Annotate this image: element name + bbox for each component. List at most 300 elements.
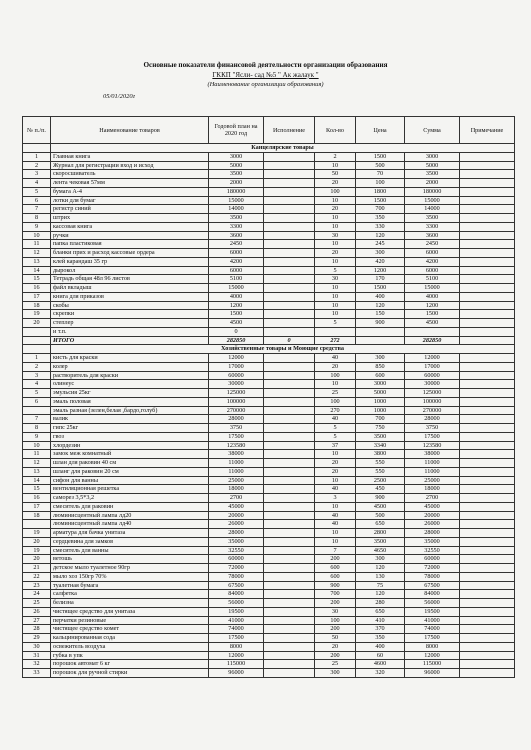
table-cell: шлан для раковин 40 см: [51, 459, 209, 468]
table-cell: [460, 240, 515, 249]
table-cell: перчатки резиновые: [51, 616, 209, 625]
table-cell: 41000: [209, 616, 264, 625]
table-cell: 30: [315, 607, 356, 616]
table-cell: бумага А-4: [51, 187, 209, 196]
table-cell: 4200: [209, 257, 264, 266]
table-cell: детское мыло туалетное 90гр: [51, 564, 209, 573]
table-cell: [264, 651, 315, 660]
table-cell: 3000: [405, 152, 460, 161]
table-cell: 10: [315, 214, 356, 223]
table-cell: 5100: [209, 275, 264, 284]
table-cell: 60: [356, 651, 405, 660]
table-cell: чистящее средство комет: [51, 625, 209, 634]
table-row: [23, 581, 515, 590]
table-cell: 1500: [356, 152, 405, 161]
table-cell: 850: [356, 362, 405, 371]
table-cell: [405, 327, 460, 336]
table-cell: [356, 327, 405, 336]
table-cell: 900: [356, 494, 405, 503]
table-cell: 30: [23, 642, 51, 651]
table-cell: [264, 555, 315, 564]
table-cell: [460, 546, 515, 555]
table-cell: 123580: [405, 441, 460, 450]
table-cell: [264, 205, 315, 214]
table-cell: 10: [315, 301, 356, 310]
table-cell: 12: [23, 459, 51, 468]
table-row: [23, 572, 515, 581]
table-cell: 1500: [405, 310, 460, 319]
table-row: [23, 511, 515, 520]
table-cell: [460, 669, 515, 678]
table-row: [23, 607, 515, 616]
table-cell: [264, 450, 315, 459]
table-cell: 270000: [405, 406, 460, 415]
table-row: [23, 642, 515, 651]
table-cell: [460, 231, 515, 240]
table-cell: 3: [23, 371, 51, 380]
table-cell: 282850: [209, 336, 264, 345]
table-cell: 650: [356, 607, 405, 616]
table-cell: лента чековая 57мм: [51, 179, 209, 188]
table-row: [23, 450, 515, 459]
table-cell: колер: [51, 362, 209, 371]
table-cell: 10: [315, 196, 356, 205]
table-cell: эмульсия 25кг: [51, 389, 209, 398]
table-cell: степлер: [51, 319, 209, 328]
table-cell: 200: [315, 625, 356, 634]
table-cell: 4000: [209, 292, 264, 301]
table-cell: 14000: [209, 205, 264, 214]
table-cell: 123580: [209, 441, 264, 450]
table-cell: [460, 161, 515, 170]
table-cell: [460, 187, 515, 196]
table-cell: [264, 319, 315, 328]
table-cell: 1500: [209, 310, 264, 319]
table-cell: [264, 467, 315, 476]
table-cell: 28000: [405, 529, 460, 538]
table-cell: [264, 292, 315, 301]
table-cell: 3300: [209, 222, 264, 231]
table-cell: 200: [315, 555, 356, 564]
table-cell: [460, 205, 515, 214]
table-cell: 20: [315, 249, 356, 258]
table-row: [23, 660, 515, 669]
table-cell: 900: [356, 319, 405, 328]
table-cell: 125000: [405, 389, 460, 398]
table-cell: 22: [23, 572, 51, 581]
table-cell: туалетная бумага: [51, 581, 209, 590]
table-cell: 17500: [209, 634, 264, 643]
table-cell: 5: [23, 389, 51, 398]
table-cell: 30000: [405, 380, 460, 389]
table-cell: скобы: [51, 301, 209, 310]
table-cell: 10: [315, 257, 356, 266]
table-cell: [460, 660, 515, 669]
table-cell: 1500: [356, 196, 405, 205]
table-cell: [264, 284, 315, 293]
table-cell: 180000: [209, 187, 264, 196]
table-cell: 60000: [209, 555, 264, 564]
table-cell: 700: [315, 590, 356, 599]
table-cell: 3000: [209, 152, 264, 161]
table-cell: 7: [315, 546, 356, 555]
table-cell: [264, 607, 315, 616]
table-cell: 10: [315, 292, 356, 301]
table-cell: 5: [315, 319, 356, 328]
table-cell: 20: [315, 642, 356, 651]
table-cell: 5: [315, 432, 356, 441]
table-cell: [460, 651, 515, 660]
table-cell: 17500: [405, 634, 460, 643]
table-cell: [264, 441, 315, 450]
table-cell: [460, 634, 515, 643]
table-cell: [460, 249, 515, 258]
table-row: [23, 152, 515, 161]
table-cell: [23, 345, 51, 354]
table-cell: 28000: [209, 415, 264, 424]
table-cell: 150: [356, 310, 405, 319]
table-cell: [264, 581, 315, 590]
table-cell: 67500: [209, 581, 264, 590]
table-row: [23, 634, 515, 643]
table-cell: 4500: [356, 502, 405, 511]
table-row: [23, 389, 515, 398]
table-cell: 4200: [405, 257, 460, 266]
table-cell: 75: [356, 581, 405, 590]
table-cell: 20: [23, 555, 51, 564]
table-cell: 550: [356, 459, 405, 468]
table-cell: 56000: [405, 599, 460, 608]
table-cell: 11000: [405, 459, 460, 468]
table-cell: [264, 669, 315, 678]
table-cell: 1200: [356, 266, 405, 275]
table-cell: 2500: [356, 476, 405, 485]
table-cell: [264, 327, 315, 336]
table-cell: [460, 424, 515, 433]
table-cell: 37: [315, 441, 356, 450]
table-cell: 45000: [405, 502, 460, 511]
table-cell: 32550: [405, 546, 460, 555]
table-cell: 31: [23, 651, 51, 660]
table-cell: 40: [315, 520, 356, 529]
table-cell: 5100: [405, 275, 460, 284]
table-cell: 10: [23, 231, 51, 240]
table-cell: 3600: [405, 231, 460, 240]
table-cell: регистр синий: [51, 205, 209, 214]
table-row: [23, 266, 515, 275]
table-cell: 12000: [405, 354, 460, 363]
table-cell: 5: [315, 266, 356, 275]
table-cell: 15000: [209, 196, 264, 205]
table-cell: [315, 327, 356, 336]
table-cell: клей карандаш 35 гр: [51, 257, 209, 266]
table-cell: [264, 362, 315, 371]
table-cell: 21: [23, 564, 51, 573]
table-cell: [264, 599, 315, 608]
table-row: [23, 441, 515, 450]
table-cell: 2450: [405, 240, 460, 249]
table-cell: [264, 590, 315, 599]
table-cell: вентиляционная решетка: [51, 485, 209, 494]
table-cell: 12000: [209, 651, 264, 660]
table-cell: 8: [23, 214, 51, 223]
column-header: Годовой план на 2020 год: [209, 117, 264, 144]
section-header-row: [23, 345, 515, 354]
table-cell: 10: [315, 537, 356, 546]
table-cell: [460, 572, 515, 581]
table-cell: 33: [23, 669, 51, 678]
table-cell: 23: [23, 581, 51, 590]
table-row: [23, 520, 515, 529]
table-row: [23, 292, 515, 301]
table-cell: 100: [356, 179, 405, 188]
table-cell: 10: [315, 476, 356, 485]
table-cell: [264, 187, 315, 196]
table-row: [23, 459, 515, 468]
table-cell: Журнал для регистрации вход и исход: [51, 161, 209, 170]
table-cell: 38000: [405, 450, 460, 459]
table-cell: 13: [23, 257, 51, 266]
table-row: [23, 187, 515, 196]
table-cell: бланки прих и расход кассовые ордера: [51, 249, 209, 258]
table-cell: [264, 424, 315, 433]
table-cell: [264, 397, 315, 406]
table-cell: 3500: [405, 170, 460, 179]
table-cell: 67500: [405, 581, 460, 590]
table-cell: 38000: [209, 450, 264, 459]
table-cell: 50: [315, 634, 356, 643]
table-cell: [264, 494, 315, 503]
table-cell: 5000: [405, 161, 460, 170]
table-cell: 8000: [405, 642, 460, 651]
table-cell: 1200: [209, 301, 264, 310]
table-cell: 300: [356, 555, 405, 564]
table-cell: 2000: [405, 179, 460, 188]
table-cell: [356, 336, 405, 345]
table-cell: 60000: [405, 555, 460, 564]
table-row: [23, 214, 515, 223]
table-row: [23, 467, 515, 476]
table-cell: [264, 170, 315, 179]
table-cell: 10: [315, 380, 356, 389]
table-cell: гвоз: [51, 432, 209, 441]
table-cell: [460, 284, 515, 293]
table-cell: [264, 572, 315, 581]
table-cell: [264, 240, 315, 249]
table-cell: 56000: [209, 599, 264, 608]
table-cell: саморез 3,5*3,2: [51, 494, 209, 503]
table-cell: 20: [315, 467, 356, 476]
table-cell: 30: [315, 231, 356, 240]
table-cell: 600: [315, 564, 356, 573]
table-cell: 11000: [405, 467, 460, 476]
table-row: [23, 537, 515, 546]
table-cell: 9: [23, 432, 51, 441]
table-cell: 84000: [405, 590, 460, 599]
table-cell: 10: [315, 310, 356, 319]
table-cell: [264, 546, 315, 555]
table-cell: 600: [315, 572, 356, 581]
table-cell: 200: [315, 599, 356, 608]
table-cell: [460, 275, 515, 284]
table-cell: 3800: [356, 450, 405, 459]
table-row: [23, 546, 515, 555]
table-cell: [460, 327, 515, 336]
table-cell: 20: [315, 459, 356, 468]
column-header: Исполнение: [264, 117, 315, 144]
table-cell: 2: [23, 362, 51, 371]
table-row: [23, 555, 515, 564]
table-cell: 100: [315, 371, 356, 380]
table-cell: 120: [356, 301, 405, 310]
table-cell: 115000: [405, 660, 460, 669]
table-cell: 28000: [209, 529, 264, 538]
table-row: [23, 354, 515, 363]
organization-caption: (Наименование организации образования): [207, 81, 324, 88]
table-cell: 35000: [405, 537, 460, 546]
table-row: [23, 485, 515, 494]
table-cell: 40: [315, 485, 356, 494]
table-cell: 4000: [405, 292, 460, 301]
table-cell: лотки для бумаг: [51, 196, 209, 205]
table-cell: 60000: [209, 371, 264, 380]
table-cell: [460, 389, 515, 398]
table-cell: 300: [356, 354, 405, 363]
table-cell: 45000: [209, 502, 264, 511]
table-cell: 6000: [405, 266, 460, 275]
table-cell: 2700: [209, 494, 264, 503]
table-cell: 18000: [405, 485, 460, 494]
table-cell: [460, 292, 515, 301]
table-cell: 19: [23, 529, 51, 538]
table-cell: [460, 257, 515, 266]
table-cell: [460, 564, 515, 573]
section-header-row: [23, 144, 515, 153]
table-cell: 370: [356, 625, 405, 634]
table-row: [23, 625, 515, 634]
table-cell: 40: [315, 511, 356, 520]
table-cell: 15: [23, 275, 51, 284]
table-cell: 2450: [209, 240, 264, 249]
table-cell: [460, 222, 515, 231]
table-row: [23, 161, 515, 170]
table-cell: валик: [51, 415, 209, 424]
table-cell: 30: [315, 275, 356, 284]
table-cell: [460, 179, 515, 188]
section-title: Хозяйственные товары и Моющие средства: [51, 345, 515, 354]
table-cell: 1800: [356, 187, 405, 196]
table-cell: 270000: [209, 406, 264, 415]
table-cell: 19: [23, 546, 51, 555]
table-cell: 282850: [405, 336, 460, 345]
table-cell: 200: [315, 651, 356, 660]
table-row: [23, 196, 515, 205]
table-cell: 550: [356, 467, 405, 476]
table-cell: хлордезин: [51, 441, 209, 450]
table-cell: 1: [23, 152, 51, 161]
table-cell: 6000: [209, 266, 264, 275]
table-cell: 180000: [405, 187, 460, 196]
table-cell: 3340: [356, 441, 405, 450]
table-cell: 17000: [209, 362, 264, 371]
table-row: [23, 564, 515, 573]
table-cell: [264, 634, 315, 643]
table-cell: 78000: [405, 572, 460, 581]
table-cell: 28: [23, 625, 51, 634]
table-cell: 78000: [209, 572, 264, 581]
table-cell: 10: [315, 450, 356, 459]
table-row: [23, 205, 515, 214]
table-cell: олинеус: [51, 380, 209, 389]
table-cell: [460, 450, 515, 459]
table-cell: 3500: [356, 537, 405, 546]
table-cell: 14: [23, 266, 51, 275]
table-cell: [460, 301, 515, 310]
table-cell: [264, 179, 315, 188]
table-row: [23, 415, 515, 424]
column-header: № п./п.: [23, 117, 51, 144]
table-cell: 70: [356, 170, 405, 179]
table-cell: 15000: [209, 284, 264, 293]
table-cell: 350: [356, 634, 405, 643]
table-cell: [460, 555, 515, 564]
table-cell: [264, 432, 315, 441]
table-cell: файл вкладыш: [51, 284, 209, 293]
table-cell: [264, 406, 315, 415]
table-cell: 4500: [209, 319, 264, 328]
table-cell: сердцевина для замков: [51, 537, 209, 546]
table-cell: [264, 642, 315, 651]
table-row: [23, 616, 515, 625]
organization-name: ГККП "Ясли- сад №5 " Ак жалаук ": [212, 71, 319, 79]
table-cell: 7: [23, 205, 51, 214]
table-cell: [460, 319, 515, 328]
column-header: Кол-во: [315, 117, 356, 144]
table-row: [23, 476, 515, 485]
table-cell: [460, 196, 515, 205]
table-cell: [460, 362, 515, 371]
document-title: Основные показатели финансовой деятельности организации образования: [143, 61, 388, 69]
table-cell: 17500: [209, 432, 264, 441]
table-cell: Тетрадь общая 48л 96 листов: [51, 275, 209, 284]
table-cell: 4500: [405, 319, 460, 328]
table-row: [23, 222, 515, 231]
table-cell: 96000: [209, 669, 264, 678]
table-cell: 30000: [209, 380, 264, 389]
table-cell: шланг для раковин 20 см: [51, 467, 209, 476]
table-cell: кисть для краски: [51, 354, 209, 363]
table-cell: 1000: [356, 406, 405, 415]
table-cell: [460, 642, 515, 651]
table-cell: люминисцентный лампа лд40: [51, 520, 209, 529]
table-cell: [264, 275, 315, 284]
table-cell: 4600: [356, 660, 405, 669]
document-date: 05/01/2020г: [103, 93, 136, 100]
table-cell: 25: [23, 599, 51, 608]
table-cell: [264, 249, 315, 258]
table-cell: 12000: [405, 651, 460, 660]
table-cell: 12000: [209, 354, 264, 363]
section-title: Канцелярские товары: [51, 144, 515, 153]
table-cell: папка пластиковая: [51, 240, 209, 249]
table-cell: 4650: [356, 546, 405, 555]
table-cell: [460, 511, 515, 520]
table-cell: [264, 502, 315, 511]
table-cell: белизна: [51, 599, 209, 608]
table-cell: эмаль половая: [51, 397, 209, 406]
table-row: [23, 301, 515, 310]
table-row: [23, 170, 515, 179]
